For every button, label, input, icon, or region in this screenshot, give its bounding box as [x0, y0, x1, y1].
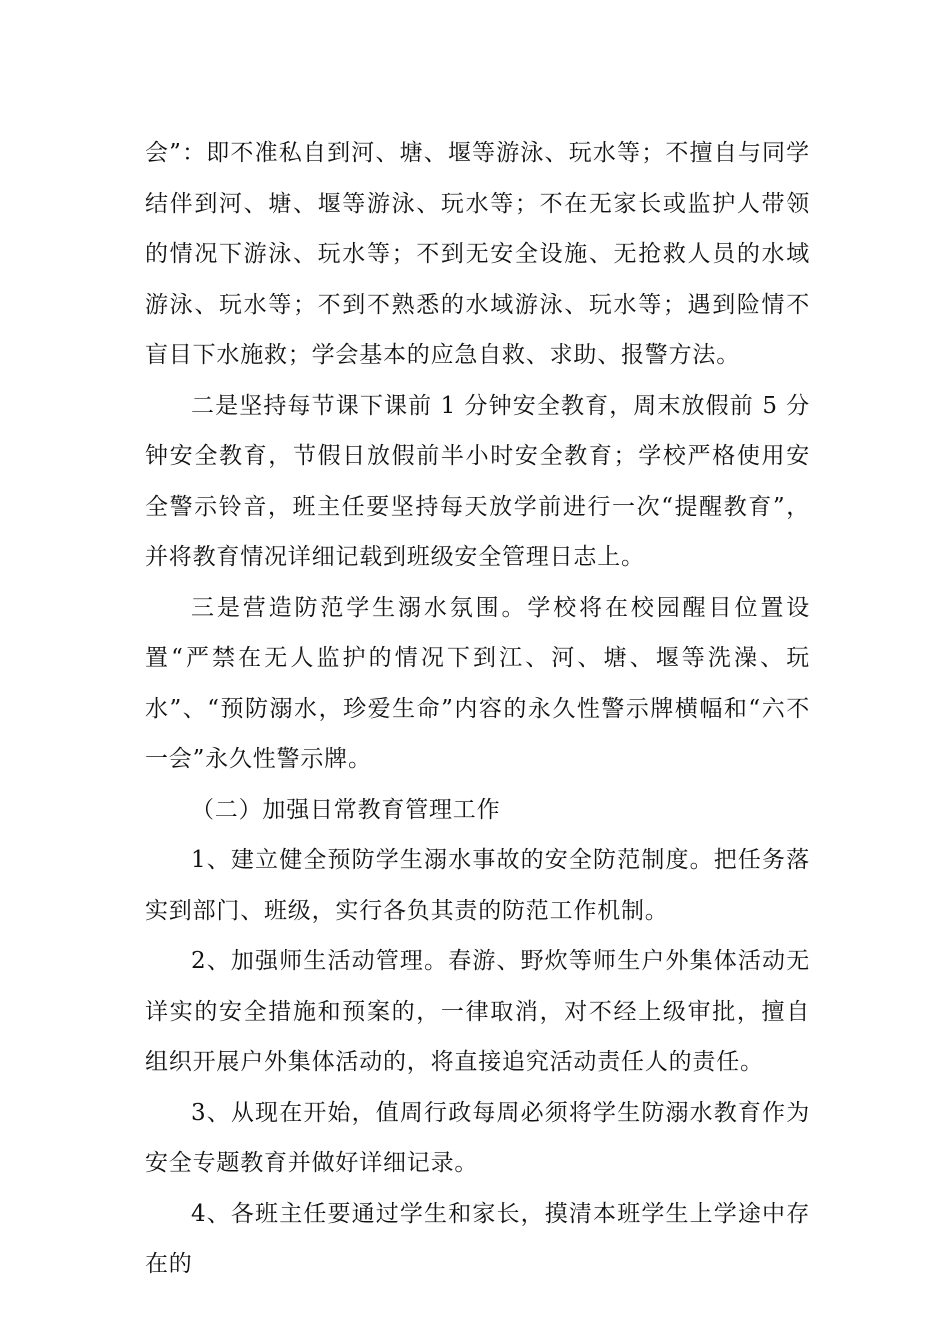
- paragraph-swimming-rules: 会”：即不准私自到河、塘、堰等游泳、玩水等；不擅自与同学结伴到河、塘、堰等游泳、玩水等；不在无家长或监护人带领的情况下游泳、玩水等；不到无安全设施、无抢救人员的水域游泳、玩水等；不到不熟悉的水域游泳、玩水等；遇到险情不盲目下水施救；学会基本的应急自救、求助、报警方法。: [145, 140, 810, 368]
- paragraph-warning-signs: 三是营造防范学生溺水氛围。学校将在校园醒目位置设置“严禁在无人监护的情况下到江、河、塘、堰等洗澡、玩水”、“预防溺水，珍爱生命”内容的永久性警示牌横幅和“六不一会”永久性警示牌。: [145, 594, 810, 772]
- section-heading-daily-management: （二）加强日常教育管理工作: [191, 796, 501, 823]
- list-item-4-route-survey: 4、各班主任要通过学生和家长，摸清本班学生上学途中存在的: [145, 1200, 810, 1277]
- document-body: [145, 128, 810, 1290]
- list-item-2-activity-management: 2、加强师生活动管理。春游、野炊等师生户外集体活动无详实的安全措施和预案的，一律取消，对不经上级审批，擅自组织开展户外集体活动的，将直接追究活动责任人的责任。: [145, 948, 810, 1075]
- list-item-1-safety-system: 1、建立健全预防学生溺水事故的安全防范制度。把任务落实到部门、班级，实行各负其责的防范工作机制。: [145, 847, 810, 924]
- list-item-3-weekly-education: 3、从现在开始，值周行政每周必须将学生防溺水教育作为安全专题教育并做好详细记录。: [145, 1099, 810, 1176]
- paragraph-safety-education-schedule: 二是坚持每节课下课前 1 分钟安全教育，周末放假前 5 分钟安全教育，节假日放假前半小时安全教育；学校严格使用安全警示铃音，班主任要坚持每天放学前进行一次“提醒教育”，并将教育情况详细记载到班级安全管理日志上。: [145, 392, 810, 570]
